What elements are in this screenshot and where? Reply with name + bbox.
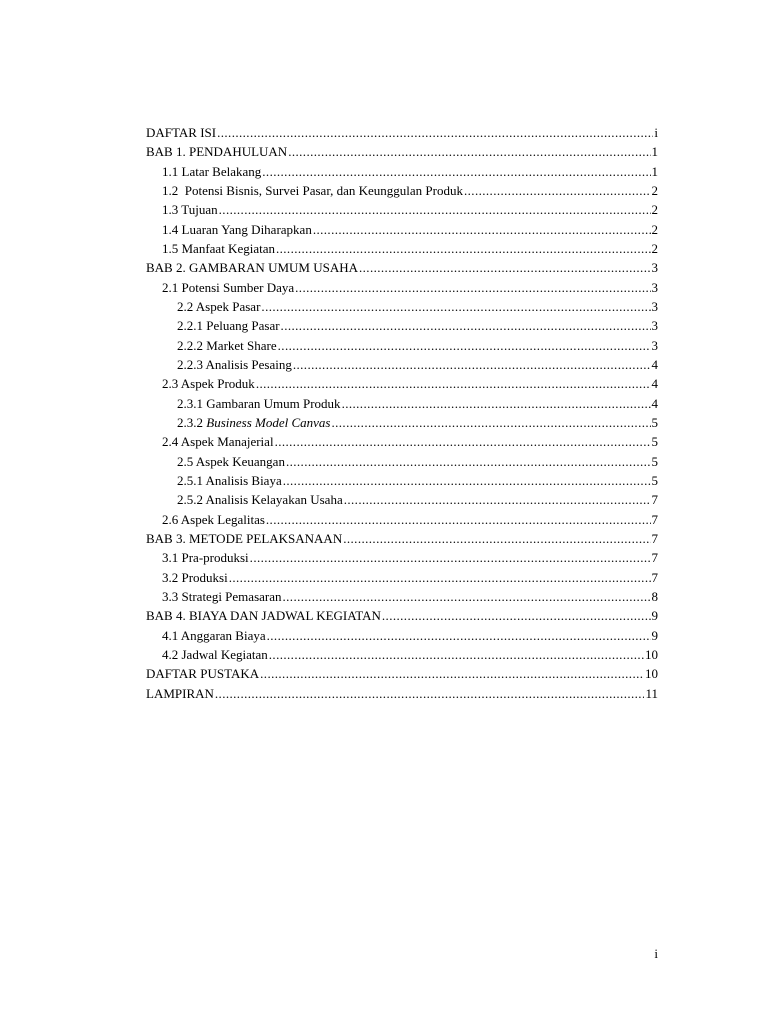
toc-entry-page: 5 (651, 453, 658, 469)
toc-leader-dots (256, 374, 651, 393)
toc-entry[interactable] (146, 684, 658, 703)
toc-entry-label: 2.3.1 Gambaran Umum Produk (177, 395, 341, 411)
toc-entry-label: 1.3 Tujuan (162, 202, 218, 218)
toc-entry-label: DAFTAR PUSTAKA (146, 666, 260, 682)
toc-leader-dots (278, 336, 651, 355)
toc-entry[interactable] (146, 529, 658, 548)
toc-leader-dots (260, 664, 644, 683)
toc-leader-dots (313, 220, 651, 239)
toc-entry-label: 4.1 Anggaran Biaya (162, 627, 266, 643)
toc-entry-label: 2.2.1 Peluang Pasar (177, 318, 280, 334)
toc-leader-dots (382, 606, 651, 625)
toc-leader-dots (262, 162, 650, 181)
toc-entry-page: 4 (651, 376, 658, 392)
toc-leader-dots (229, 568, 651, 587)
page-number: i (654, 946, 658, 961)
toc-leader-dots (266, 510, 651, 529)
toc-entry-label: 3.2 Produksi (162, 569, 228, 585)
toc-entry-label: BAB 4. BIAYA DAN JADWAL KEGIATAN (146, 608, 381, 624)
toc-entry-page: 7 (651, 492, 658, 508)
toc-entry[interactable] (146, 432, 658, 451)
toc-entry-page: 10 (645, 666, 658, 682)
toc-leader-dots (344, 490, 651, 509)
toc-entry-label: 2.5 Aspek Keuangan (177, 453, 285, 469)
toc-entry-label: 1.5 Manfaat Kegiatan (162, 240, 275, 256)
toc-entry-number: 2.3.2 (177, 414, 207, 430)
toc-entry[interactable] (146, 587, 658, 606)
toc-entry-page: 5 (651, 414, 658, 430)
toc-entry-label: BAB 3. METODE PELAKSANAAN (146, 530, 343, 546)
toc-entry[interactable] (146, 278, 658, 297)
toc-entry-page: 7 (651, 569, 658, 585)
toc-entry-page: 3 (651, 260, 658, 276)
toc-leader-dots (286, 452, 651, 471)
toc-entry[interactable] (146, 645, 658, 664)
toc-entry-page: 2 (651, 221, 658, 237)
toc-entry-page: 3 (651, 337, 658, 353)
toc-leader-dots (359, 258, 651, 277)
toc-entry-label: 2.2.2 Market Share (177, 337, 277, 353)
toc-entry-label: 4.2 Jadwal Kegiatan (162, 646, 268, 662)
toc-entry-label: 2.6 Aspek Legalitas (162, 511, 265, 527)
toc-entry-page: 2 (651, 182, 658, 198)
toc-entry[interactable] (146, 490, 658, 509)
toc-entry[interactable] (146, 123, 658, 142)
toc-entry[interactable] (146, 181, 658, 200)
toc-leader-dots (275, 432, 651, 451)
toc-entry-page: 2 (651, 240, 658, 256)
toc-leader-dots (219, 200, 651, 219)
toc-entry[interactable] (146, 200, 658, 219)
toc-entry-label: 3.1 Pra-produksi (162, 550, 249, 566)
toc-entry-label: 2.2.3 Analisis Pesaing (177, 356, 292, 372)
toc-entry-page: 11 (645, 685, 658, 701)
toc-entry-label: 2.2 Aspek Pasar (177, 298, 261, 314)
toc-entry[interactable] (146, 568, 658, 587)
toc-entry-label: DAFTAR ISI (146, 125, 217, 140)
toc-leader-dots (267, 626, 651, 645)
toc-entry-page: 10 (645, 646, 658, 662)
toc-entry-label: LAMPIRAN (146, 685, 214, 701)
toc-entry-page: i (654, 125, 658, 140)
toc-entry-label: 1.4 Luaran Yang Diharapkan (162, 221, 312, 237)
toc-entry[interactable] (146, 142, 658, 161)
toc-entry-page: 7 (651, 511, 658, 527)
toc-entry-page: 4 (651, 356, 658, 372)
toc-entry[interactable] (146, 162, 658, 181)
toc-entry-italic-title: Business Model Canvas (206, 414, 331, 430)
toc-leader-dots (215, 684, 645, 703)
toc-leader-dots (343, 529, 650, 548)
toc-entry[interactable] (146, 606, 658, 625)
toc-entry[interactable] (146, 548, 658, 567)
toc-entry-page: 1 (651, 144, 658, 160)
toc-entry[interactable] (146, 316, 658, 335)
toc-entry-label (177, 413, 330, 432)
toc-leader-dots (283, 471, 651, 490)
toc-entry[interactable] (146, 664, 658, 683)
toc-entry[interactable] (146, 471, 658, 490)
toc-entry[interactable] (146, 510, 658, 529)
toc-entry[interactable] (146, 374, 658, 393)
toc-leader-dots (261, 297, 650, 316)
toc-entry-page: 8 (651, 588, 658, 604)
toc-leader-dots (276, 239, 651, 258)
toc-leader-dots (250, 548, 651, 567)
toc-leader-dots (342, 394, 651, 413)
toc-entry-label: 2.5.1 Analisis Biaya (177, 472, 282, 488)
toc-leader-dots (283, 587, 651, 606)
toc-entry[interactable] (146, 452, 658, 471)
toc-entry-page: 2 (651, 202, 658, 218)
toc-entry-label: 1.1 Latar Belakang (162, 163, 262, 179)
toc-entry[interactable] (146, 626, 658, 645)
toc-entry-label: 2.4 Aspek Manajerial (162, 434, 274, 450)
toc-entry-page: 4 (651, 395, 658, 411)
toc-entry-label: BAB 1. PENDAHULUAN (146, 144, 288, 160)
toc-entry-page: 7 (651, 550, 658, 566)
toc-leader-dots (217, 123, 653, 142)
toc-entry-label: 2.1 Potensi Sumber Daya (162, 279, 295, 295)
toc-leader-dots (464, 181, 651, 200)
toc-entry-page: 5 (651, 472, 658, 488)
toc-entry-page: 3 (651, 318, 658, 334)
toc-entry-page: 3 (651, 298, 658, 314)
toc-leader-dots (331, 413, 650, 432)
toc-entry-label: BAB 2. GAMBARAN UMUM USAHA (146, 260, 358, 276)
toc-leader-dots (288, 142, 650, 161)
toc-entry-label: 1.2 Potensi Bisnis, Survei Pasar, dan Keunggulan Produk (162, 182, 463, 198)
toc-entry[interactable] (146, 413, 658, 432)
toc-entry[interactable] (146, 239, 658, 258)
toc-entry-page: 7 (651, 530, 658, 546)
toc-entry[interactable] (146, 336, 658, 355)
toc-entry-page: 1 (651, 163, 658, 179)
toc-entry[interactable] (146, 220, 658, 239)
toc-entry-page: 3 (651, 279, 658, 295)
toc-entry-page: 9 (651, 608, 658, 624)
toc-entry-label: 3.3 Strategi Pemasaran (162, 588, 282, 604)
toc-entry-page: 5 (651, 434, 658, 450)
toc-leader-dots (293, 355, 651, 374)
toc-entry[interactable] (146, 258, 658, 277)
toc-entry[interactable] (146, 355, 658, 374)
toc-leader-dots (295, 278, 650, 297)
toc-entry-page: 9 (651, 627, 658, 643)
toc-leader-dots (269, 645, 644, 664)
toc-entry[interactable] (146, 297, 658, 316)
toc-entry-label: 2.5.2 Analisis Kelayakan Usaha (177, 492, 343, 508)
toc-entry[interactable] (146, 394, 658, 413)
toc-entry-label: 2.3 Aspek Produk (162, 376, 255, 392)
toc-leader-dots (281, 316, 651, 335)
table-of-contents (146, 123, 658, 703)
